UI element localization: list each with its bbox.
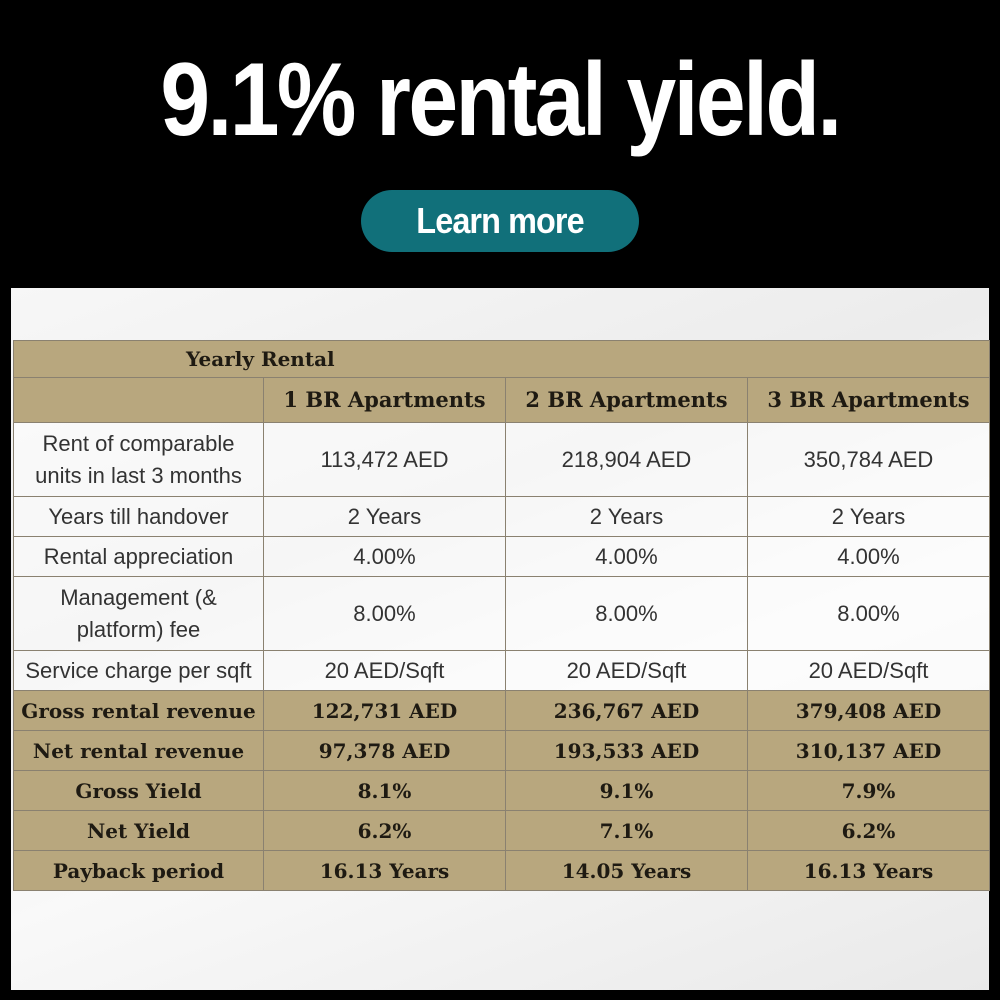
row-label: Years till handover — [14, 497, 264, 537]
table-cell: 350,784 AED — [748, 423, 990, 497]
table-row — [14, 771, 990, 811]
header-empty-cell — [14, 378, 264, 423]
table-row — [14, 497, 990, 537]
learn-more-label: Learn more — [416, 200, 584, 241]
table-title-row — [14, 341, 990, 378]
table-cell: 8.00% — [506, 577, 748, 651]
table-title: Yearly Rental — [14, 341, 990, 378]
row-label: Gross Yield — [14, 771, 264, 811]
table-row — [14, 577, 990, 651]
table-row — [14, 691, 990, 731]
column-header: 3 BR Apartments — [748, 378, 990, 423]
table-cell: 97,378 AED — [264, 731, 506, 771]
table-cell: 7.9% — [748, 771, 990, 811]
row-label: Gross rental revenue — [14, 691, 264, 731]
headline: 9.1% rental yield. — [160, 42, 840, 158]
table-cell: 236,767 AED — [506, 691, 748, 731]
table-cell: 8.1% — [264, 771, 506, 811]
table-cell: 8.00% — [264, 577, 506, 651]
table-cell: 2 Years — [506, 497, 748, 537]
table-cell: 113,472 AED — [264, 423, 506, 497]
table-row — [14, 731, 990, 771]
table-cell: 4.00% — [264, 537, 506, 577]
table-cell: 16.13 Years — [748, 851, 990, 891]
table-cell: 2 Years — [264, 497, 506, 537]
table-cell: 20 AED/Sqft — [748, 651, 990, 691]
table-row — [14, 811, 990, 851]
table-cell: 14.05 Years — [506, 851, 748, 891]
row-label: Rent of comparable units in last 3 months — [14, 423, 264, 497]
column-header: 1 BR Apartments — [264, 378, 506, 423]
table-header-row — [14, 378, 990, 423]
learn-more-button[interactable] — [361, 190, 639, 252]
table-cell: 379,408 AED — [748, 691, 990, 731]
table-cell: 20 AED/Sqft — [506, 651, 748, 691]
table-row — [14, 851, 990, 891]
row-label: Net Yield — [14, 811, 264, 851]
table-cell: 310,137 AED — [748, 731, 990, 771]
row-label: Payback period — [14, 851, 264, 891]
table-cell: 20 AED/Sqft — [264, 651, 506, 691]
yearly-rental-table — [13, 340, 990, 891]
row-label: Management (& platform) fee — [14, 577, 264, 651]
table-cell: 218,904 AED — [506, 423, 748, 497]
rental-table-panel — [11, 288, 989, 990]
table-row — [14, 423, 990, 497]
table-row — [14, 651, 990, 691]
row-label: Net rental revenue — [14, 731, 264, 771]
table-cell: 2 Years — [748, 497, 990, 537]
table-cell: 9.1% — [506, 771, 748, 811]
table-cell: 7.1% — [506, 811, 748, 851]
table-cell: 4.00% — [506, 537, 748, 577]
row-label: Rental appreciation — [14, 537, 264, 577]
table-cell: 16.13 Years — [264, 851, 506, 891]
column-header: 2 BR Apartments — [506, 378, 748, 423]
row-label: Service charge per sqft — [14, 651, 264, 691]
table-cell: 122,731 AED — [264, 691, 506, 731]
table-cell: 6.2% — [264, 811, 506, 851]
table-cell: 4.00% — [748, 537, 990, 577]
table-cell: 6.2% — [748, 811, 990, 851]
table-cell: 8.00% — [748, 577, 990, 651]
table-cell: 193,533 AED — [506, 731, 748, 771]
table-row — [14, 537, 990, 577]
